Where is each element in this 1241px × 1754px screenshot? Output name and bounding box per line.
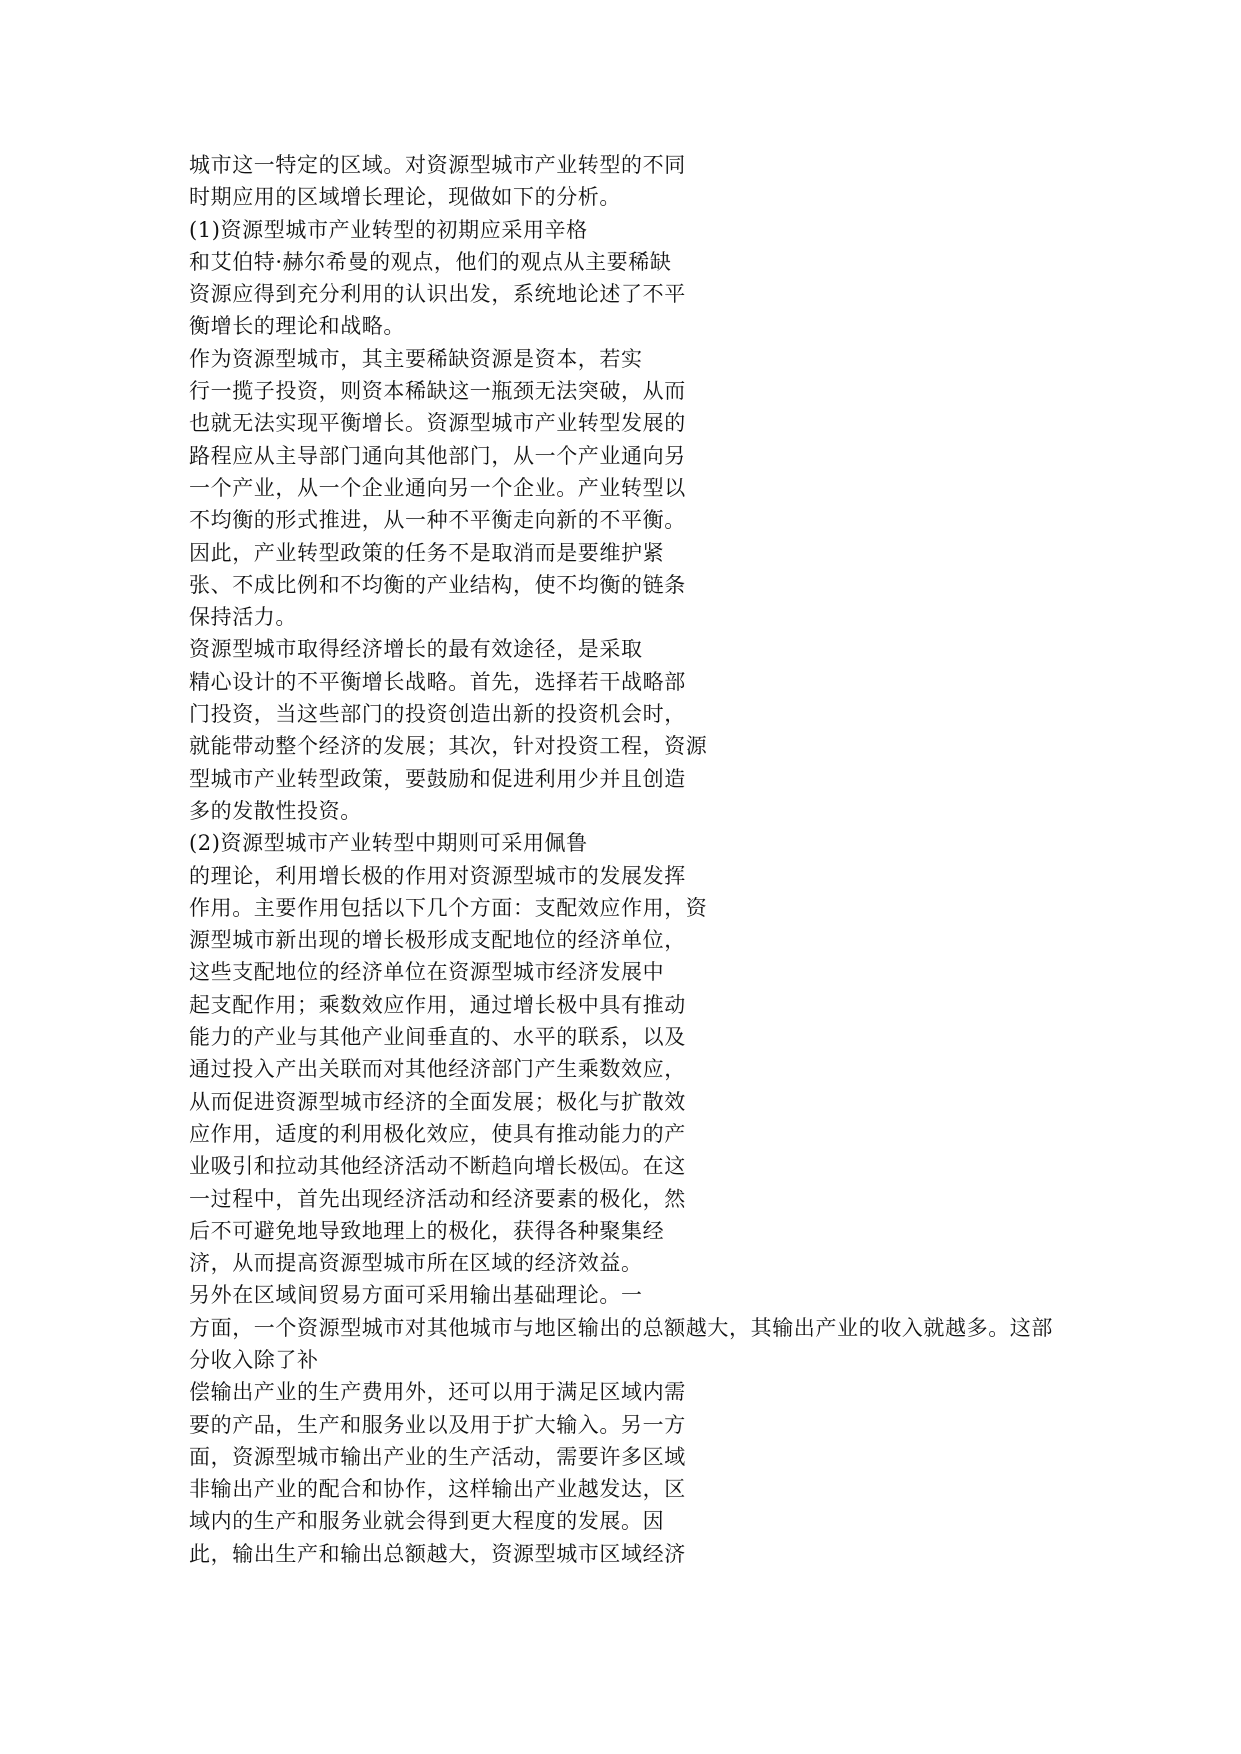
text-line: 因此，产业转型政策的任务不是取消而是要维护紧 xyxy=(189,540,665,565)
text-line: 衡增长的理论和战略。 xyxy=(189,314,405,339)
text-line: 后不可避免地导致地理上的极化，获得各种聚集经 xyxy=(189,1218,665,1243)
text-line: 起支配作用；乘数效应作用，通过增长极中具有推动 xyxy=(189,992,686,1017)
text-line: 作用。主要作用包括以下几个方面：支配效应作用，资 xyxy=(189,895,708,920)
text-line: 另外在区域间贸易方面可采用输出基础理论。一 xyxy=(189,1283,643,1308)
text-line: 资源应得到充分利用的认识出发，系统地论述了不平 xyxy=(189,282,686,307)
text-line: 此，输出生产和输出总额越大，资源型城市区域经济 xyxy=(189,1541,686,1566)
text-line: 非输出产业的配合和协作，这样输出产业越发达，区 xyxy=(189,1477,686,1502)
text-line: 精心设计的不平衡增长战略。首先，选择若干战略部 xyxy=(189,669,686,694)
text-line: 型城市产业转型政策，要鼓励和促进利用少并且创造 xyxy=(189,766,686,791)
text-line: 也就无法实现平衡增长。资源型城市产业转型发展的 xyxy=(189,411,686,436)
text-line: 能力的产业与其他产业间垂直的、水平的联系，以及 xyxy=(189,1025,686,1050)
text-line: 方面，一个资源型城市对其他城市与地区输出的总额越大，其输出产业的收入就越多。这部 xyxy=(189,1315,1053,1340)
body-text xyxy=(189,149,1089,1570)
text-line: 城市这一特定的区域。对资源型城市产业转型的不同 xyxy=(189,153,686,177)
text-line: 张、不成比例和不均衡的产业结构，使不均衡的链条 xyxy=(189,572,686,597)
text-line: (2)资源型城市产业转型中期则可采用佩鲁 xyxy=(189,831,588,856)
text-line: 路程应从主导部门通向其他部门，从一个产业通向另 xyxy=(189,443,686,468)
text-line: 一过程中，首先出现经济活动和经济要素的极化，然 xyxy=(189,1186,686,1211)
text-line: 多的发散性投资。 xyxy=(189,798,362,823)
text-line: 门投资，当这些部门的投资创造出新的投资机会时， xyxy=(189,702,686,727)
text-line: 一个产业，从一个企业通向另一个企业。产业转型以 xyxy=(189,475,686,500)
text-line: 业吸引和拉动其他经济活动不断趋向增长极㈤。在这 xyxy=(189,1154,686,1179)
text-line: 要的产品，生产和服务业以及用于扩大输入。另一方 xyxy=(189,1412,686,1437)
text-line: 分收入除了补 xyxy=(189,1347,319,1372)
text-line: 保持活力。 xyxy=(189,605,297,630)
text-line: 面，资源型城市输出产业的生产活动，需要许多区域 xyxy=(189,1444,686,1469)
text-line: 和艾伯特·赫尔希曼的观点，他们的观点从主要稀缺 xyxy=(189,249,672,274)
text-line: 济，从而提高资源型城市所在区域的经济效益。 xyxy=(189,1251,643,1276)
text-line: 作为资源型城市，其主要稀缺资源是资本，若实 xyxy=(189,346,643,371)
text-line: 通过投入产出关联而对其他经济部门产生乘数效应， xyxy=(189,1057,686,1082)
text-line: 时期应用的区域增长理论，现做如下的分析。 xyxy=(189,185,621,210)
text-line: (1)资源型城市产业转型的初期应采用辛格 xyxy=(189,217,588,242)
text-line: 偿输出产业的生产费用外，还可以用于满足区域内需 xyxy=(189,1380,686,1405)
text-line: 资源型城市取得经济增长的最有效途径，是采取 xyxy=(189,637,643,662)
text-line: 就能带动整个经济的发展；其次，针对投资工程，资源 xyxy=(189,734,708,759)
text-line: 这些支配地位的经济单位在资源型城市经济发展中 xyxy=(189,960,665,985)
text-line: 不均衡的形式推进，从一种不平衡走向新的不平衡。 xyxy=(189,508,686,533)
text-line: 的理论，利用增长极的作用对资源型城市的发展发挥 xyxy=(189,863,686,888)
text-line: 源型城市新出现的增长极形成支配地位的经济单位， xyxy=(189,928,686,953)
text-line: 域内的生产和服务业就会得到更大程度的发展。因 xyxy=(189,1509,665,1534)
text-line: 应作用，适度的利用极化效应，使具有推动能力的产 xyxy=(189,1121,686,1146)
text-line: 行一揽子投资，则资本稀缺这一瓶颈无法突破，从而 xyxy=(189,379,686,404)
text-line: 从而促进资源型城市经济的全面发展；极化与扩散效 xyxy=(189,1089,686,1114)
